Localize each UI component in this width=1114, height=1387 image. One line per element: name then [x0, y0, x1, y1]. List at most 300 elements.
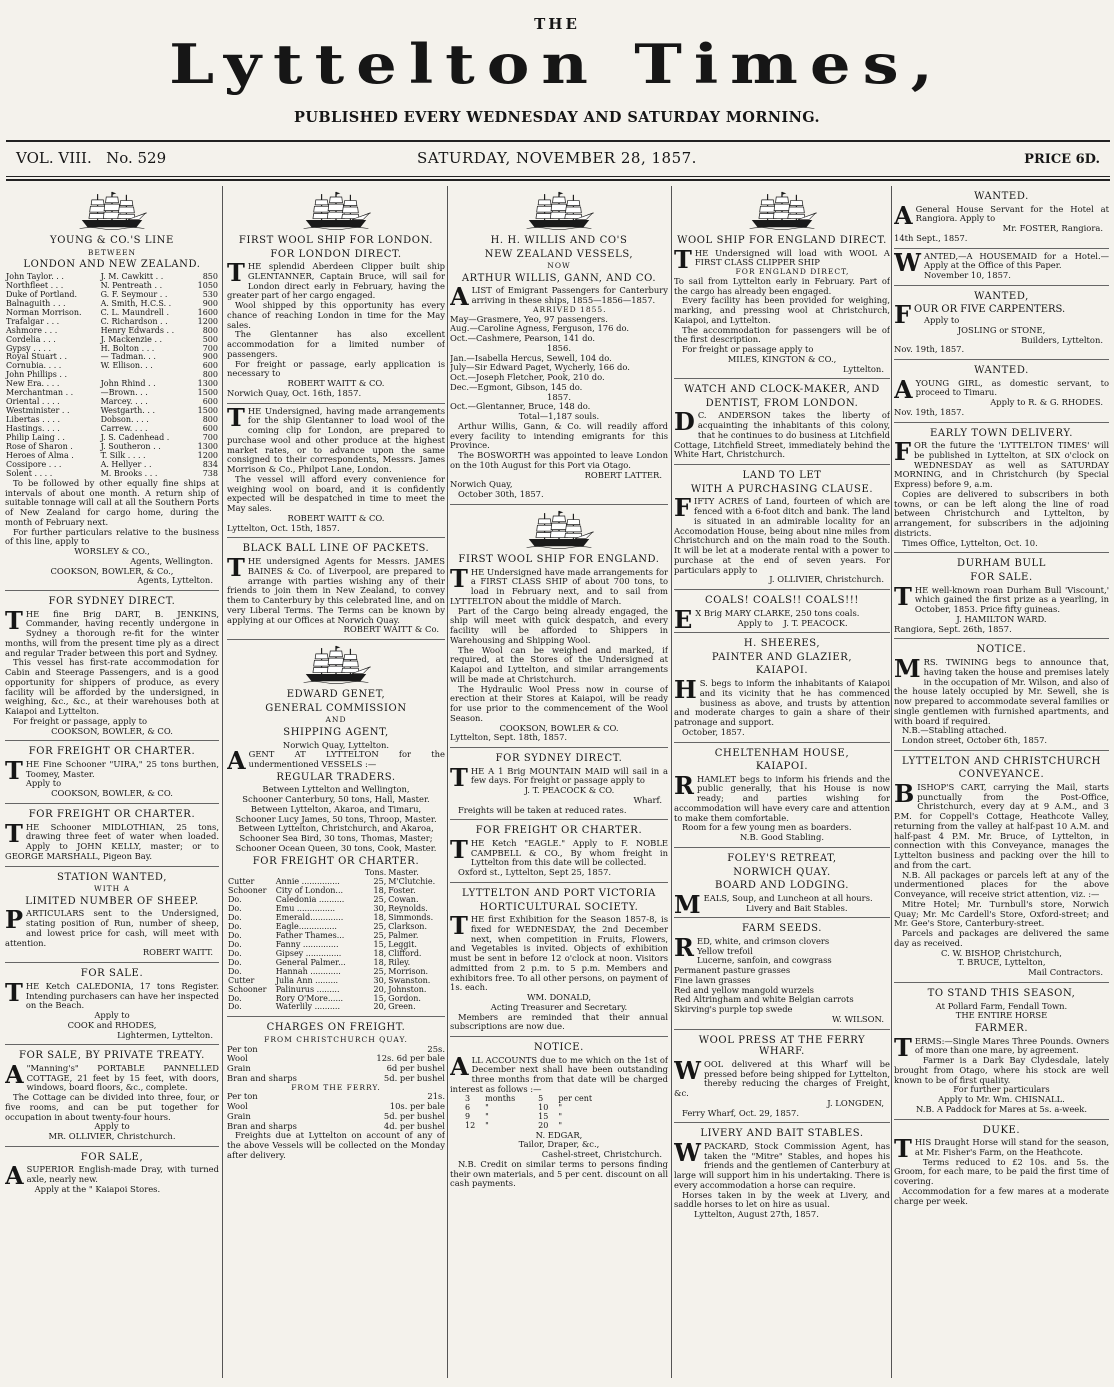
vessel-master: M'Clutchie. — [388, 877, 436, 887]
ad-body: OR the future the 'LYTTELTON TIMES' will be published in Lyttelton, at SIX o'clock on WEDNESDAY as well as SATURDAY MORNING, and in Christchurch (by Special Express) before 9, a.m. — [894, 440, 1109, 490]
vessel-name: Caledonia .......... — [275, 895, 345, 905]
ship-name: John Phillips . . — [6, 370, 68, 380]
ad-uira: FOR FREIGHT OR CHARTER. THE Fine Schooner "UIRA," 25 tons burthen, Toomey, Master. Apply to COOKSON, BOWLER, & CO. — [5, 741, 219, 804]
ad-mountain-maid: FOR SYDNEY DIRECT. THE A 1 Brig MOUNTAIN MAID will sail in a few days. For freight or passage apply to J. T. PEACOCK & CO. Wharf. Freights will be taken at reduced rates. — [450, 748, 668, 820]
ship-tons: 800 — [202, 325, 218, 335]
list-item: Red and yellow mangold wurzels — [674, 984, 814, 995]
ad-body: The vessel will afford every convenience for weighing wool on board, and it is confidently expected will be despatched in time to meet the May sales. — [227, 473, 445, 514]
vessel-type: Do. — [228, 912, 242, 922]
ad-title: FOR SYDNEY DIRECT. — [48, 596, 176, 608]
vessel-master: Johnston. — [388, 984, 427, 994]
ad-signature: N. EDGAR, — [535, 1129, 583, 1140]
ad-title: WANTED, — [974, 290, 1029, 302]
list-item: Aug.—Caroline Agness, Ferguson, 176 do. — [450, 323, 630, 334]
charge-item: Wool — [227, 1053, 248, 1064]
charge-rate: 12s. 6d per bale — [376, 1053, 445, 1064]
ad-title: FIRST WOOL SHIP FOR LONDON. — [238, 235, 434, 246]
ad-signature: JOSLING or STONE, — [957, 324, 1046, 335]
ship-tons: 700 — [202, 433, 218, 443]
ad-body: LL ACCOUNTS due to me which on the 1st of December next shall have been outstanding three months from that date will be charged interest as follows :— — [450, 1054, 668, 1094]
ad-signature: COOKSON, BOWLER & CO. — [499, 722, 619, 733]
vessel-master: Riley. — [388, 957, 411, 967]
ad-subtitle: REGULAR TRADERS. — [276, 771, 396, 783]
ad-body: HE Ketch "EAGLE." Apply to F. NOBLE CAMPBELL & CO., By whom freight in Lyttelton from this date will be collected. — [470, 837, 668, 868]
ship-name: Balnaguith . . . — [6, 298, 66, 308]
ship-name: Norman Morrison. — [6, 307, 82, 317]
rate-cell: " — [558, 1111, 562, 1121]
ship-master: C. Richardson . . — [100, 316, 168, 326]
ad-date: Rangiora, Sept. 26th, 1857. — [894, 623, 1012, 634]
ship-name: Northfleet . . . — [6, 280, 64, 290]
ad-body: Schooner Lucy James, 50 tons, Throop, Master. — [235, 813, 437, 824]
ad-body: Livery and Bait Stables. — [745, 902, 848, 913]
ad-body: The Cottage can be divided into three, four, or five rooms, and can be put together for occupation in about twenty-four hours. — [5, 1092, 219, 1122]
list-item: Oct.—Cashmere, Pearson, 141 do. — [450, 333, 596, 344]
ad-dray: FOR SALE, ASUPERIOR English-made Dray, with turned axle, nearly new. Apply at the " Kaiapoi Stores. — [5, 1151, 219, 1194]
ad-body: For freight or passage, early application is necessary to — [227, 358, 445, 379]
ad-signature: COOK and RHODES, — [67, 1019, 157, 1030]
ad-title: FARM SEEDS. — [742, 923, 822, 935]
ad-coals: COALS! COALS!! COALS!!! E X Brig MARY CLARKE, 250 tons coals. Apply to J. T. PEACOCK. — [674, 590, 890, 633]
ship-tons: 1600 — [197, 307, 218, 317]
price: PRICE 6D. — [1024, 152, 1100, 167]
vessel-tons: 15, — [373, 939, 387, 949]
ad-body: Mitre Hotel; Mr. Turnbull's store, Norwich Quay; Mr. Mc Cardell's Store, Oxford-street; and Mr. Gee's Store, Canterbury-street. — [894, 898, 1109, 929]
ship-master: J. Southeron . . — [100, 441, 161, 451]
ship-name: Cordelia . . . — [6, 334, 56, 344]
ad-signature: ROBERT WAITT & CO. — [287, 378, 385, 389]
rate-cell: 9 — [465, 1111, 471, 1121]
ship-master: G. F. Seymour . . — [100, 289, 168, 299]
ad-body: Apply to — [94, 1010, 130, 1021]
vessel-master: Clarkson. — [388, 921, 427, 931]
ship-master: — Tadman. . . — [100, 352, 156, 362]
vessel-tons: 30, — [373, 975, 387, 985]
vessel-type: Do. — [228, 993, 242, 1003]
ad-signature: C. W. BISHOP, Christchurch, — [941, 947, 1062, 958]
table-row — [227, 1003, 445, 1012]
ad-body: HAMLET begs to inform his friends and the public generally, that his House is now ready; and parties wishing for accommodation will have every care and attention to make them comfortable. — [674, 773, 890, 823]
vessel-master: Leggit. — [388, 939, 417, 949]
ad-body: For further particulars relative to the business of this line, apply to — [5, 526, 219, 547]
ad-title: WANTED. — [974, 365, 1029, 377]
list-item: May—Grasmere, Yeo, 97 passengers. — [450, 313, 608, 324]
ship-tons: 1300 — [197, 441, 218, 451]
ad-signature: WM. DONALD, — [526, 992, 592, 1003]
ad-body: N.B. Good Stabling. — [740, 832, 824, 843]
vessel-name: Gipsey .............. — [275, 948, 342, 958]
ad-signature: ROBERT WAITT. — [142, 947, 213, 958]
ship-tons: 900 — [202, 352, 218, 362]
charge-rate: 4d. per bushel — [383, 1120, 445, 1131]
ad-body: C. ANDERSON takes the liberty of acquainting the inhabitants of this colony, that he continues to do business at Litchfield Cottage, Litchfield Street, immediately behind the White Hart, Christchurch. — [674, 410, 890, 460]
list-item: Permanent pasture grasses — [674, 965, 791, 976]
ad-subtitle: FROM THE FERRY. — [291, 1082, 381, 1092]
ad-foleys-retreat: FOLEY'S RETREAT, NORWICH QUAY. BOARD AND LODGING. MEALS, Soup, and Luncheon at all hours. Livery and Bait Stables. — [674, 848, 890, 918]
ad-total: Total—1,187 souls. — [518, 411, 600, 422]
vessel-name: City of London... — [275, 886, 344, 896]
ad-title: HORTICULTURAL SOCIETY. — [479, 901, 639, 913]
ad-sheeres: H. SHEERES, PAINTER AND GLAZIER, KAIAPOI. H S. begs to inform the inhabitants of Kaiapoi and its vicinity that he has commenced business as above, and trusts by attention and moderate charges to gain a share of their patronage and support. October, 1857. — [674, 633, 890, 742]
ship-icon — [523, 508, 595, 552]
ship-tons: 834 — [202, 459, 218, 469]
ad-title: FARMER. — [974, 1023, 1029, 1035]
ship-tons: 1500 — [197, 406, 218, 416]
ship-tons: 600 — [202, 397, 218, 407]
ship-name: Hastings. . . . — [6, 424, 60, 434]
ad-body: HE Schooner MIDLOTHIAN, 25 tons, drawing three feet of water when loaded. Apply to JOHN KELLY, master; or to GEORGE MARSHALL, Pigeon Bay. — [5, 821, 219, 861]
ad-date: October, 1857. — [682, 726, 745, 737]
ad-caledonia: FOR SALE. THE Ketch CALEDONIA, 17 tons Register. Intending purchasers can have her inspected on the Beach. Apply to COOK and RHODES, Lightermen, Lyttelton. — [5, 963, 219, 1045]
vessel-type: Do. — [228, 948, 242, 958]
list-item: Fine lawn grasses — [674, 974, 751, 985]
ad-signature: J. LONGDEN, — [827, 1097, 884, 1108]
ship-master: A. Smith, H.C.S. . — [100, 298, 172, 308]
ad-title: LAND TO LET — [742, 470, 822, 482]
column-divider — [222, 186, 223, 1378]
ad-date: Lyttelton, August 27th, 1857. — [694, 1209, 819, 1220]
ship-name: Westminister . . — [6, 406, 70, 416]
ad-sydney-direct: FOR SYDNEY DIRECT. THE fine Brig DART, B. JENKINS, Commander, having recently undergone in Sydney a thorough re-fit for the winter months, will from the present time ply as a direct and regular Trader between this port and Sydney. This vessel has first-rate accommodation for Cabin and Steerage Passengers, and is a good opportunity for shippers of produce, as every facility will be afforded by the undersigned, in weighing, &c., &c., at their warehouses both at Kaiapoi and Lyttelton. For freight or passage, apply to COOKSON, BOWLER, & CO. — [5, 591, 219, 741]
ship-tons: 1200 — [197, 316, 218, 326]
ad-date: Times Office, Lyttelton, Oct. 10. — [902, 537, 1038, 548]
ship-master: Marcey. . . . — [100, 397, 148, 407]
ship-tons: 600 — [202, 361, 218, 371]
list-item: Skirving's purple top swede — [674, 1004, 793, 1015]
ad-title: LIMITED NUMBER OF SHEEP. — [25, 895, 199, 907]
ad-signature: COOKSON, BOWLER, & Co., — [50, 565, 174, 576]
ad-address: Norwich Quay, Lyttelton. — [282, 739, 390, 750]
rate-cell: 3 — [465, 1093, 471, 1103]
ad-body: HE well-known roan Durham Bull 'Viscount,' which gained the first prize as a yearling, in October, 1853. Price fifty guineas. — [914, 584, 1109, 615]
vessel-master: Green. — [388, 1002, 416, 1012]
ship-tons: 1300 — [197, 379, 218, 389]
ad-body: Schooner Sea Bird, 30 tons, Thomas, Master; — [239, 833, 433, 844]
ad-title: H. H. WILLIS AND CO'S — [490, 235, 628, 246]
ad-title: TO STAND THIS SEASON, — [927, 987, 1076, 999]
ad-farm-seeds: FARM SEEDS. RED, white, and crimson clovers Yellow trefoil Lucerne, sanfoin, and cowgrass Permanent pasture grasses Fine lawn grasses Red and yellow mangold wurzels Red Altringham and white Belgian carrots Skirving's purple top swede W. WILSON. — [674, 918, 890, 1029]
ad-signature: ROBERT WAITT & Co. — [343, 624, 439, 635]
ad-body: S. begs to inform the inhabitants of Kaiapoi and its vicinity that he has commenced business as above, and trusts by attention and moderate charges to gain a share of their patronage and support. — [674, 678, 890, 728]
column-divider — [891, 186, 892, 1378]
ship-tons: 850 — [202, 271, 218, 281]
list-item: Jan.—Isabella Hercus, Sewell, 104 do. — [450, 352, 612, 363]
ad-title: KAIAPOI. — [755, 761, 809, 773]
vessel-name: Annie ............... — [275, 877, 340, 887]
ad-subtitle: AND — [325, 715, 347, 725]
ship-name: Ashmore . . . — [6, 325, 58, 335]
ad-body: Apply to — [94, 1121, 130, 1132]
ad-body: Schooner Canterbury, 50 tons, Hall, Master. — [242, 794, 430, 805]
ad-signature: Acting Treasurer and Secretary. — [490, 1001, 628, 1012]
ad-signature: WORSLEY & CO., — [74, 546, 150, 557]
vessel-tons: 25, — [373, 921, 387, 931]
ad-body: X Brig MARY CLARKE, 250 tons coals. — [695, 607, 860, 618]
ad-body: Apply at the " Kaiapoi Stores. — [34, 1183, 161, 1194]
vessel-master: Reynolds. — [388, 904, 428, 913]
ship-name: Merchantman . . — [6, 388, 74, 398]
ship-tons: 738 — [202, 468, 218, 478]
vessel-tons: 25, — [373, 895, 387, 905]
ad-body: GENT AT LYTTELTON for the undermentioned VESSELS :— — [248, 749, 445, 769]
vessel-tons: 15, — [373, 993, 387, 1003]
ad-date: Ferry Wharf, Oct. 29, 1857. — [682, 1107, 800, 1118]
ad-cheltenham-house: CHELTENHAM HOUSE, KAIAPOI. RHAMLET begs to inform his friends and the public generally, that his House is now ready; and parties wishing for accommodation will have every care and attention to make them comfortable. Room for a few young men as boarders. N.B. Good Stabling. — [674, 743, 890, 848]
ad-eagle: FOR FREIGHT OR CHARTER. THE Ketch "EAGLE." Apply to F. NOBLE CAMPBELL & CO., By whom freight in Lyttelton from this date will be collected. Oxford st., Lyttelton, Sept 25, 1857. — [450, 820, 668, 883]
ad-title: BOARD AND LODGING. — [714, 880, 849, 892]
ad-body: EALS, Soup, and Luncheon at all hours. — [703, 892, 873, 903]
ad-signature: Cashel-street, Christchurch. — [541, 1149, 662, 1160]
rate-cell: 12 — [465, 1120, 476, 1130]
ad-body: ANTED,—A HOUSEMAID for a Hotel.—Apply at the Office of this Paper. — [923, 250, 1109, 271]
masthead-title: Lyttelton Times, — [169, 32, 945, 97]
ad-date: November 10, 1857. — [923, 270, 1011, 281]
charge-item: Grain — [227, 1110, 251, 1121]
ship-name: Gypsy . . . . — [6, 343, 51, 353]
ad-body: General House Servant for the Hotel at Rangiora. Apply to — [915, 203, 1109, 224]
ad-date: London street, October 6th, 1857. — [902, 735, 1048, 745]
rate-cell: " — [485, 1102, 489, 1112]
ad-wool-press: WOOL PRESS AT THE FERRY WHARF. WOOL delivered at this Wharf will be pressed before being shipped for Lyttelton, thereby reducing the charges of Freight, &c. J. LONGDEN, Ferry Wharf, Oct. 29, 1857. — [674, 1030, 890, 1124]
ad-livery-stables: LIVERY AND BAIT STABLES. WPACKARD, Stock Commission Agent, has taken the "Mitre" Stables, and hopes his friends and the gentlemen of Canterbury at large will support him in his undertaking. There is every accommodation a horse can require. Horses taken in by the week at Livery, and saddle horses to let on hire as usual. Lyttelton, August 27th, 1857. — [674, 1128, 890, 1220]
ad-title: H. SHEERES, — [743, 638, 821, 650]
ad-body: HE Fine Schooner "UIRA," 25 tons burthen, Toomey, Master. — [25, 758, 219, 779]
publication-schedule: PUBLISHED EVERY WEDNESDAY AND SATURDAY MORNING. — [294, 109, 820, 126]
ad-signature: T. BRUCE, Lyttelton, — [957, 957, 1046, 968]
vessel-name: General Palmer... — [275, 957, 346, 967]
ad-subtitle: FOR ENGLAND DIRECT, — [735, 267, 850, 277]
column-divider — [447, 186, 448, 1378]
ad-title: LIVERY AND BAIT STABLES. — [700, 1128, 864, 1140]
list-item: Oct.—Glentanner, Bruce, 148 do. — [450, 401, 591, 412]
vessel-tons: 30, — [373, 904, 387, 913]
vessel-tons: 18, — [373, 948, 387, 958]
ad-body: IFTY ACRES of Land, fourteen of which are fenced with a 6-foot ditch and bank. The land is situated in an admirable locality for an Accomodation House, being about nine miles from Christchurch and on the main road to the South. It will be let at a moderate rental with a power to purchase at the end of seven years. For particulars apply to — [674, 496, 890, 575]
ad-body: Part of the Cargo being already engaged, the ship will meet with quick despatch, and every facility will be afforded to Shippers in Warehousing and Shipping Wool. — [450, 605, 668, 645]
ad-body: HE Undersigned will load with WOOL A FIRST CLASS CLIPPER SHIP — [694, 247, 890, 268]
ad-willis: H. H. WILLIS AND CO'S NEW ZEALAND VESSELS, NOW ARTHUR WILLIS, GANN, AND CO. ALIST of Emigrant Passengers for Canterbury arriving in these ships, 1855—1856—1857. ARRIVED 1855. May—Grasmere, Yeo, 97 passengers. Aug.—Caroline Agness, Ferguson, 176 do. Oct.—Cashmere, Pearson, 141 do. 1856. Jan.—Isabella Hercus, Sewell, 104 do. July—Sir Edward Paget, Wycherly, 166 do. Oct.—Joseph Fletcher, Pook, 210 do. Dec.—Egmont, Gibson, 145 do. 1857. Oct.—Glentanner, Bruce, 148 do. Total—1,187 souls. Arthur Willis, Gann, & Co. will readily afford every facility to intending emigrants for this Province. The BOSWORTH was appointed to leave London on the 10th August for this Port via Otago. ROBERT LATTER. Norwich Quay, October 30th, 1857. — [450, 186, 668, 505]
ad-title: COALS! COALS!! COALS!!! — [705, 595, 859, 607]
vessel-name: Father Thames... — [275, 930, 345, 940]
vessel-tons: 20, — [373, 1002, 387, 1012]
ad-subtitle: BETWEEN — [87, 247, 137, 257]
ad-durham-bull: DURHAM BULL FOR SALE. THE well-known roan Durham Bull 'Viscount,' which gained the first prize as a yearling, in October, 1853. Price fifty guineas. J. HAMILTON WARD. Rangiora, Sept. 26th, 1857. — [894, 553, 1109, 639]
rate-cell: months — [485, 1093, 516, 1103]
ad-body: N.B. All packages or parcels left at any of the undermentioned places for the above Conveyance, will receive strict attention, viz. :— — [894, 869, 1109, 900]
vessel-type: Do. — [228, 1002, 242, 1012]
vessel-type: Schooner — [228, 886, 267, 896]
ship-name: Royal Stuart . . — [6, 352, 68, 362]
charge-rate: 10s. per bale — [389, 1101, 445, 1112]
ad-date: Norwich Quay, — [450, 479, 513, 490]
ad-body: OUR OR FIVE CARPENTERS. — [914, 304, 1066, 316]
ship-master: H. Bolton . . . — [100, 343, 155, 353]
ad-body: Farmer is a Dark Bay Clydesdale, lately brought from Otago, where his stock are well known to be of first quality. — [894, 1055, 1109, 1085]
ad-body: YOUNG GIRL, as domestic servant, to proceed to Timaru. — [915, 377, 1109, 398]
charge-item: Wool — [227, 1101, 248, 1112]
ad-title: CHARGES ON FREIGHT. — [266, 1022, 406, 1034]
ad-body: The Wool can be weighed and marked, if required, at the Stores of the Undersigned at Kaiapoi and Lyttelton, and similar arrangements will be made at Christchurch. — [450, 644, 668, 684]
ad-signature: Lyttelton. — [843, 363, 884, 374]
ship-list — [5, 273, 219, 479]
list-item: Lucerne, sanfoin, and cowgrass — [696, 955, 832, 966]
rate-cell: 15 — [538, 1111, 549, 1121]
ship-tons: 530 — [202, 289, 218, 299]
vessel-name: Palinurus ......... — [275, 984, 340, 994]
ad-body: The BOSWORTH was appointed to leave London on the 10th August for this Port via Otago. — [450, 450, 668, 470]
ad-title: FOR FREIGHT OR CHARTER. — [28, 808, 196, 820]
ship-master: J. S. Cadenhead . — [100, 433, 170, 443]
ad-body: RS. TWINING begs to announce that, having taken the house and premises lately in the occupation of Mr. Wilson, and also of the house lately occupied by Mr. Sewell, she is now prepared to accommodate several families or single gentlemen with furnished apartments, and with board if required. — [894, 657, 1109, 726]
ad-body: Copies are delivered to subscribers in both towns, or can be left along the line of road between Christchurch and Lyttelton, by arrangement, for subscribers in the adjoining districts. — [894, 488, 1109, 538]
ship-master: C. L. Maundrell . — [100, 307, 170, 317]
vessel-type: Do. — [228, 966, 242, 976]
ad-title: WANTED. — [974, 191, 1029, 202]
ship-icon — [746, 189, 818, 233]
ship-tons: 900 — [202, 298, 218, 308]
column-4 — [674, 186, 890, 1381]
rate-cell: 6 — [465, 1102, 471, 1112]
ad-cottage: FOR SALE, BY PRIVATE TREATY. A "Manning's" PORTABLE PANNELLED COTTAGE, 21 feet by 15 feet, with doors, windows, board floors, &c., complete. The Cottage can be divided into three, four, or five rooms, and can be put together for occupation in about twenty-four hours. Apply to MR. OLLIVIER, Christchurch. — [5, 1045, 219, 1147]
ad-wanted-housemaid: WANTED,—A HOUSEMAID for a Hotel.—Apply at the Office of this Paper. November 10, 1857. — [894, 249, 1109, 286]
ad-title: YOUNG & CO.'S LINE — [50, 235, 174, 246]
ad-body: HE A 1 Brig MOUNTAIN MAID will sail in a few days. For freight or passage apply to — [470, 765, 668, 786]
ad-body: N.B. Credit on similar terms to persons finding their own materials, and 5 per cent. discount on all cash payments. — [450, 1158, 668, 1189]
ad-signature: ROBERT LATTER. — [584, 469, 662, 480]
rate-cell: " — [558, 1102, 562, 1112]
masthead-the: THE — [534, 15, 580, 33]
ship-icon — [76, 189, 148, 233]
charge-rate: 6d per bushel — [386, 1063, 445, 1074]
ad-title: FOLEY'S RETREAT, — [727, 852, 837, 864]
ad-farmer-horse: TO STAND THIS SEASON, At Pollard Farm, Fendall Town. THE ENTIRE HORSE FARMER. TERMS:—Single Mares Three Pounds. Owners of more than one mare, by agreement. Farmer is a Dark Bay Clydesdale, lately brought from Otago, where his stock are well known to be of first quality. For further particulars Apply to Mr. Wm. CHISNALL. N.B. A Paddock for Mares at 5s. a-week. — [894, 983, 1109, 1120]
ad-wool-ship-england: WOOL SHIP FOR ENGLAND DIRECT. THE Undersigned will load with WOOL A FIRST CLASS CLIPPER SHIP FOR ENGLAND DIRECT, To sail from Lyttelton early in February. Part of the cargo has already been engaged. Every facility has been provided for weighing, marking, and pressing wool at Christchurch, Kaiapoi, and Lyttelton. The accommodation for passengers will be of the first description. For freight or passage apply to MILES, KINGTON & CO., Lyttelton. — [674, 186, 890, 379]
ship-name: Philip Laing . . — [6, 433, 65, 443]
vessel-name: Fanny .............. — [275, 939, 339, 949]
ad-title: FOR FREIGHT OR CHARTER. — [28, 746, 196, 758]
ad-title: WITH A PURCHASING CLAUSE. — [690, 483, 874, 495]
ad-wanted-girl: WANTED. AYOUNG GIRL, as domestic servant, to proceed to Timaru. Apply to R. & G. RHODES. Nov. 19th, 1857. — [894, 360, 1109, 423]
ship-master: T. Silk . . . . — [100, 450, 146, 460]
list-item: Dec.—Egmont, Gibson, 145 do. — [450, 381, 583, 392]
ship-tons: 500 — [202, 334, 218, 344]
charge-item: Bran and sharps — [227, 1072, 297, 1083]
ad-signature: J. T. PEACOCK & CO. — [524, 785, 615, 796]
ad-subtitle: FOR FREIGHT OR CHARTER. — [252, 855, 420, 867]
ad-body: HE first Exhibition for the Season 1857-8, is fixed for WEDNESDAY, the 2nd December next, when competition in Fruits, Flowers, and Vegetables is invited. Objects of exhibition must be sent in before 12 o'clock at noon. Visitors admitted from 2 p.m. to 5 p.m. Members and exhibitors free. To all other persons, on payment of 1s. each. — [450, 914, 668, 993]
ad-body: SUPERIOR English-made Dray, with turned axle, nearly new. — [26, 1164, 219, 1185]
ad-subtitle: THE ENTIRE HORSE — [955, 1010, 1048, 1021]
ad-body: HE undersigned Agents for Messrs. JAMES BAINES & Co. of Liverpool, are prepared to arrange with parties wishing any of their friends to join them in New Zealand, to convey them to Canterbury by this celebrated line, and on very Liberal Terms. The Terms can be known by applying at our Offices at Norwich Quay. — [227, 556, 445, 625]
ad-body: HE Ketch CALEDONIA, 17 tons Register. Intending purchasers can have her inspected on the Beach. — [25, 980, 219, 1011]
ship-name: Oriental . . . . — [6, 397, 60, 407]
ad-date: Norwich Quay, Oct. 16th, 1857. — [227, 387, 362, 398]
ship-icon — [523, 189, 595, 233]
ad-body: To be followed by other equally fine ships at intervals of about one month. A return ship of suitable tonnage will call at all the Southern Ports of New Zealand for cargo home, during the month of February next. — [5, 477, 219, 527]
ship-name: John Taylor. . . — [6, 271, 64, 281]
dateline-rule-thick — [6, 179, 1110, 181]
list-item: Red Altringham and white Belgian carrots — [674, 994, 854, 1005]
ship-tons: 700 — [202, 343, 218, 353]
ad-date: Lyttelton, Sept. 18th, 1857. — [450, 732, 568, 743]
ad-title: LYTTELTON AND PORT VICTORIA — [462, 887, 656, 899]
ship-name: New Era. . . . — [6, 379, 60, 389]
ad-subtitle: NOW — [547, 261, 571, 271]
ad-signature: J. HAMILTON WARD. — [956, 613, 1047, 624]
ad-body: Horses taken in by the week at Livery, and saddle horses to let on hire as usual. — [674, 1189, 890, 1210]
ad-title: CHELTENHAM HOUSE, — [714, 747, 850, 759]
ship-tons: 800 — [202, 415, 218, 425]
vessel-master: Swanston. — [388, 975, 431, 985]
ad-wanted-servant: WANTED. A General House Servant for the Hotel at Rangiora. Apply to Mr. FOSTER, Rangiora. 14th Sept., 1857. — [894, 186, 1109, 249]
dateline-rule — [6, 176, 1110, 177]
ad-body: HE splendid Aberdeen Clipper built ship GLENTANNER, Captain Bruce, will sail for London direct early in February, having the greater part of her cargo engaged. — [227, 261, 445, 301]
ad-title: WOOL PRESS AT THE FERRY WHARF. — [698, 1034, 866, 1058]
ad-subtitle: 1857. — [547, 391, 571, 402]
ad-glentanner-wool: THE Undersigned, having made arrangements for the ship Glentanner to load wool of the coming clip for London, are prepared to purchase wool and other produce at the highest market rates, or to advance upon the same consigned to their correspondents, Messrs. James Morrison & Co., Philpot Lane, London. The vessel will afford every convenience for weighing wool on board, and it is confidently expected will be despatched in time to meet the May sales. ROBERT WAITT & CO. Lyttelton, Oct. 15th, 1857. — [227, 404, 445, 539]
vessel-type: Do. — [228, 895, 242, 905]
ad-black-ball: BLACK BALL LINE OF PACKETS. THE undersigned Agents for Messrs. JAMES BAINES & Co. of Liverpool, are prepared to arrange with parties wishing any of their friends to join them in New Zealand, to convey them to Canterbury by this celebrated line, and on very Liberal Terms. The Terms can be known by applying at our Offices at Norwich Quay. ROBERT WAITT & Co. — [227, 538, 445, 640]
ship-master: W. Ellison. . . — [100, 361, 153, 371]
ad-body: For freight or passage apply to — [682, 344, 814, 355]
ad-first-wool-ship: FIRST WOOL SHIP FOR ENGLAND. THE Undersigned have made arrangements for a FIRST CLASS SHIP of about 700 tons, to load in February next, and to sail from LYTTELTON about the middle of March. Part of the Cargo being already engaged, the ship will meet with quick despatch, and every facility will be afforded to Shippers in Warehousing and Shipping Wool. The Wool can be weighed and marked, if required, at the Stores of the Undersigned at Kaiapoi and Lyttelton, and similar arrangements will be made at Christchurch. The Hydraulic Wool Press now in course of erection at their Stores at Kaiapoi, will be ready for use prior to the commencement of the Wool Season. COOKSON, BOWLER & CO. Lyttelton, Sept. 18th, 1857. — [450, 505, 668, 748]
ship-master: Henry Edwards . . — [100, 325, 175, 335]
ad-subtitle: WITH A — [93, 884, 130, 894]
ad-title: CONVEYANCE. — [958, 769, 1045, 781]
ad-wanted-carpenters: WANTED, FOUR OR FIVE CARPENTERS. Apply to JOSLING or STONE, Builders, Lyttelton. Nov. 19th, 1857. — [894, 286, 1109, 360]
ad-body: To sail from Lyttelton early in February. Part of the cargo has already been engaged. — [674, 275, 890, 296]
ad-body: The accommodation for passengers will be of the first description. — [674, 324, 890, 345]
ad-body: ED, white, and crimson clovers — [696, 935, 830, 946]
ad-signature: COOKSON, BOWLER, & CO. — [51, 788, 173, 799]
ad-body: N.B.—Stabling attached. — [902, 725, 1007, 736]
ad-body: HE fine Brig DART, B. JENKINS, Commander, having recently undergone in Sydney a thorough re-fit for the winter months, will from the present time ply as a direct and regular Trader between this port and Sydney. — [5, 608, 219, 658]
ad-early-delivery: EARLY TOWN DELIVERY. FOR the future the 'LYTTELTON TIMES' will be published in Lyttelton, at SIX o'clock on WEDNESDAY as well as SATURDAY MORNING, and in Christchurch (by Special Express) before 9, a.m. Copies are delivered to subscribers in both towns, or can be left along the line of road between Christchurch and Lyttelton, by arrangement, for subscribers in the adjoining districts. Times Office, Lyttelton, Oct. 10. — [894, 423, 1109, 554]
column-5 — [894, 186, 1109, 1381]
ad-date: Oxford st., Lyttelton, Sept 25, 1857. — [458, 867, 612, 878]
ad-title: STATION WANTED, — [57, 871, 167, 883]
ad-title: FIRST WOOL SHIP FOR ENGLAND. — [458, 553, 660, 565]
table-header: Tons. — [364, 868, 387, 878]
ship-tons: 600 — [202, 424, 218, 434]
column-3 — [450, 186, 668, 1381]
column-divider — [671, 186, 672, 1378]
vessel-name: Julia Ann ......... — [275, 975, 339, 985]
ad-body: ISHOP'S CART, carrying the Mail, starts punctually from the Post-Office, Christchurch, every day at 9 A.M., and 3 P.M. for Coppell's Cottage, Heathcote Valley, returning from the valley at half-past 10 A.M. and half-past 4 P.M. Mr. Bruce, of Lyttelton, in connection with this Conveyance, manages the Lyttelton business and packing over the hill to and from the cart. — [894, 781, 1109, 870]
vessel-type: Cutter — [228, 975, 255, 985]
vessel-tons: 18, — [373, 886, 387, 896]
ad-charges-on-freight — [227, 1017, 445, 1164]
ad-body: HE Undersigned have made arrangements for a FIRST CLASS SHIP of about 700 tons, to load in February next, and to sail from LYTTELTON about the middle of March. — [450, 566, 668, 606]
ship-name: Heroes of Alma . — [6, 450, 74, 460]
ad-body: OOL delivered at this Wharf will be pressed before being shipped for Lyttelton, thereby reducing the charges of Freight, &c. — [674, 1058, 890, 1099]
ad-body: LIST of Emigrant Passengers for Canterbury arriving in these ships, 1855—1856—1857. — [471, 285, 668, 306]
ship-master: A. Hellyer . . — [100, 459, 152, 469]
vessel-type: Do. — [228, 957, 242, 967]
ad-signature: Tailor, Draper, &c., — [518, 1139, 600, 1150]
ship-name: Duke of Portland. — [6, 289, 78, 299]
ad-body: Between Lyttelton and Wellington, — [262, 784, 410, 795]
ad-signature: MR. OLLIVIER, Christchurch. — [48, 1131, 176, 1142]
ad-body: N.B. A Paddock for Mares at 5s. a-week. — [916, 1103, 1087, 1114]
ship-name: Libertas . . . . — [6, 415, 60, 425]
ship-name: Trafalgar . . . — [6, 316, 60, 326]
ad-body: Between Lyttelton, Akaroa, and Timaru, — [250, 803, 422, 814]
vessel-name: Rory O'More...... — [275, 993, 344, 1003]
ad-subtitle: ARRIVED 1855. — [533, 304, 607, 314]
ship-icon — [300, 643, 372, 687]
ad-body: ERMS:—Single Mares Three Pounds. Owners of more than one mare, by agreement. — [914, 1035, 1109, 1056]
